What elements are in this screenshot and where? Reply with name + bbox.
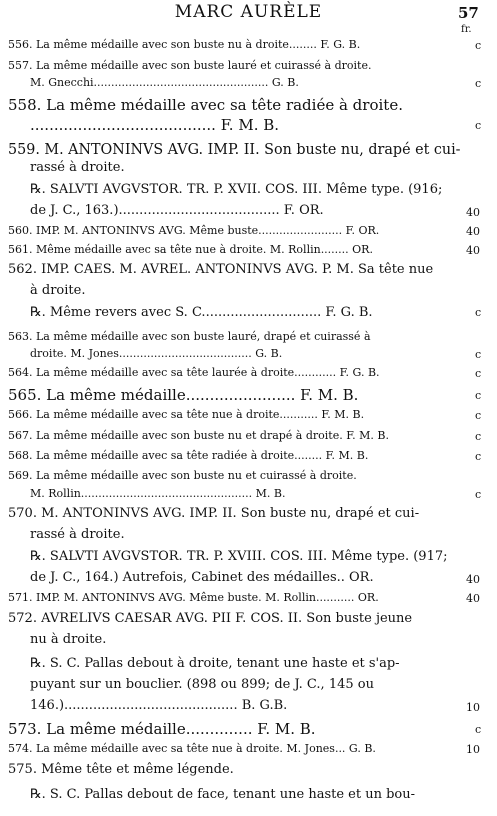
catalog-line-text: ℞. Même revers avec S. C............................. F. G. B. [30,305,373,320]
rarity-mark: c [475,409,482,422]
catalog-line-text: 572. AVRELIVS CAESAR AVG. PII F. COS. II. Son buste jeune [8,611,413,626]
price-value: 40 [466,573,480,586]
rarity-mark: c [475,306,482,319]
price-value: 40 [466,206,480,219]
catalog-line-text: 556. La même médaille avec son buste nu à droite........ F. G. B. [8,38,361,51]
catalog-line-text: ℞. S. C. Pallas debout de face, tenant une haste et un bou- [30,787,416,802]
catalog-line-text: M. Rollin................................................. M. B. [30,487,286,500]
catalog-line-text: ℞. S. C. Pallas debout à droite, tenant une haste et s'ap- [30,656,400,671]
catalog-line-text: 559. M. ANTONINVS AVG. IMP. II. Son buste nu, drapé et cui- [8,140,461,158]
catalog-line-text: 574. La même médaille avec sa tête nue à droite. M. Jones... G. B. [8,742,376,755]
catalog-line-text: à droite. [30,283,86,298]
rarity-mark: c [475,119,482,132]
catalog-line-text: 562. IMP. CAES. M. AVREL. ANTONINVS AVG. P. M. Sa tête nue [8,262,434,277]
catalog-line-text: 573. La même médaille.............. F. M. B. [8,720,316,738]
rarity-mark: c [475,348,482,361]
currency-column-label: fr. [461,24,472,35]
catalog-line-text: de J. C., 163.)....................................... F. OR. [30,203,324,218]
catalog-line-text: 563. La même médaille avec son buste lauré, drapé et cuirassé à [8,330,371,343]
catalog-line-text: 566. La même médaille avec sa tête nue à droite........... F. M. B. [8,408,365,421]
rarity-mark: c [475,723,482,736]
catalog-line-text: droite. M. Jones...................................... G. B. [30,347,283,360]
catalog-line-text: 575. Même tête et même légende. [8,762,234,777]
catalog-line-text: 570. M. ANTONINVS AVG. IMP. II. Son buste nu, drapé et cui- [8,506,420,521]
catalog-line-text: ℞. SALVTI AVGVSTOR. TR. P. XVIII. COS. III. Même type. (917; [30,549,448,564]
catalog-line-text: 571. IMP. M. ANTONINVS AVG. Même buste. M. Rollin........... OR. [8,591,379,604]
rarity-mark: c [475,450,482,463]
catalog-line-text: 568. La même médaille avec sa tête radiée à droite........ F. M. B. [8,449,369,462]
price-value: 10 [466,743,480,756]
catalog-line-text: 567. La même médaille avec son buste nu et drapé à droite. F. M. B. [8,429,389,442]
catalog-line-text: 558. La même médaille avec sa tête radiée à droite. [8,96,403,114]
rarity-mark: c [475,367,482,380]
catalog-line-text: 557. La même médaille avec son buste lauré et cuirassé à droite. [8,59,372,72]
catalog-line-text: 564. La même médaille avec sa tête laurée à droite............ F. G. B. [8,366,380,379]
catalog-line-text: nu à droite. [30,632,107,647]
price-value: 10 [466,701,480,714]
catalog-line-text: 569. La même médaille avec son buste nu et cuirassé à droite. [8,469,357,482]
catalog-line-text: ℞. SALVTI AVGVSTOR. TR. P. XVII. COS. III. Même type. (916; [30,182,443,197]
page-number: 57 [458,4,479,22]
catalog-line-text: rassé à droite. [30,527,125,542]
rarity-mark: c [475,430,482,443]
price-value: 40 [466,592,480,605]
catalog-line-text: 560. IMP. M. ANTONINVS AVG. Même buste........................ F. OR. [8,224,380,237]
catalog-line-text: 561. Même médaille avec sa tête nue à droite. M. Rollin........ OR. [8,243,373,256]
catalog-line-text: M. Gnecchi.................................................. G. B. [30,76,299,89]
catalog-line-text: de J. C., 164.) Autrefois, Cabinet des médailles.. OR. [30,570,374,585]
rarity-mark: c [475,39,482,52]
catalog-line-text: puyant sur un bouclier. (898 ou 899; de J. C., 145 ou [30,677,374,692]
catalog-line-text: 565. La même médaille....................... F. M. B. [8,386,359,404]
catalog-line-text: rassé à droite. [30,160,125,175]
rarity-mark: c [475,488,482,501]
page-header [0,2,497,35]
rarity-mark: c [475,389,482,402]
page-title: MARC AURÈLE [174,2,323,22]
price-value: 40 [466,244,480,257]
catalog-line-text: 146.).......................................... B. G.B. [30,698,288,713]
price-value: 40 [466,225,480,238]
rarity-mark: c [475,77,482,90]
catalog-line-text: ....................................... F. M. B. [30,116,280,134]
